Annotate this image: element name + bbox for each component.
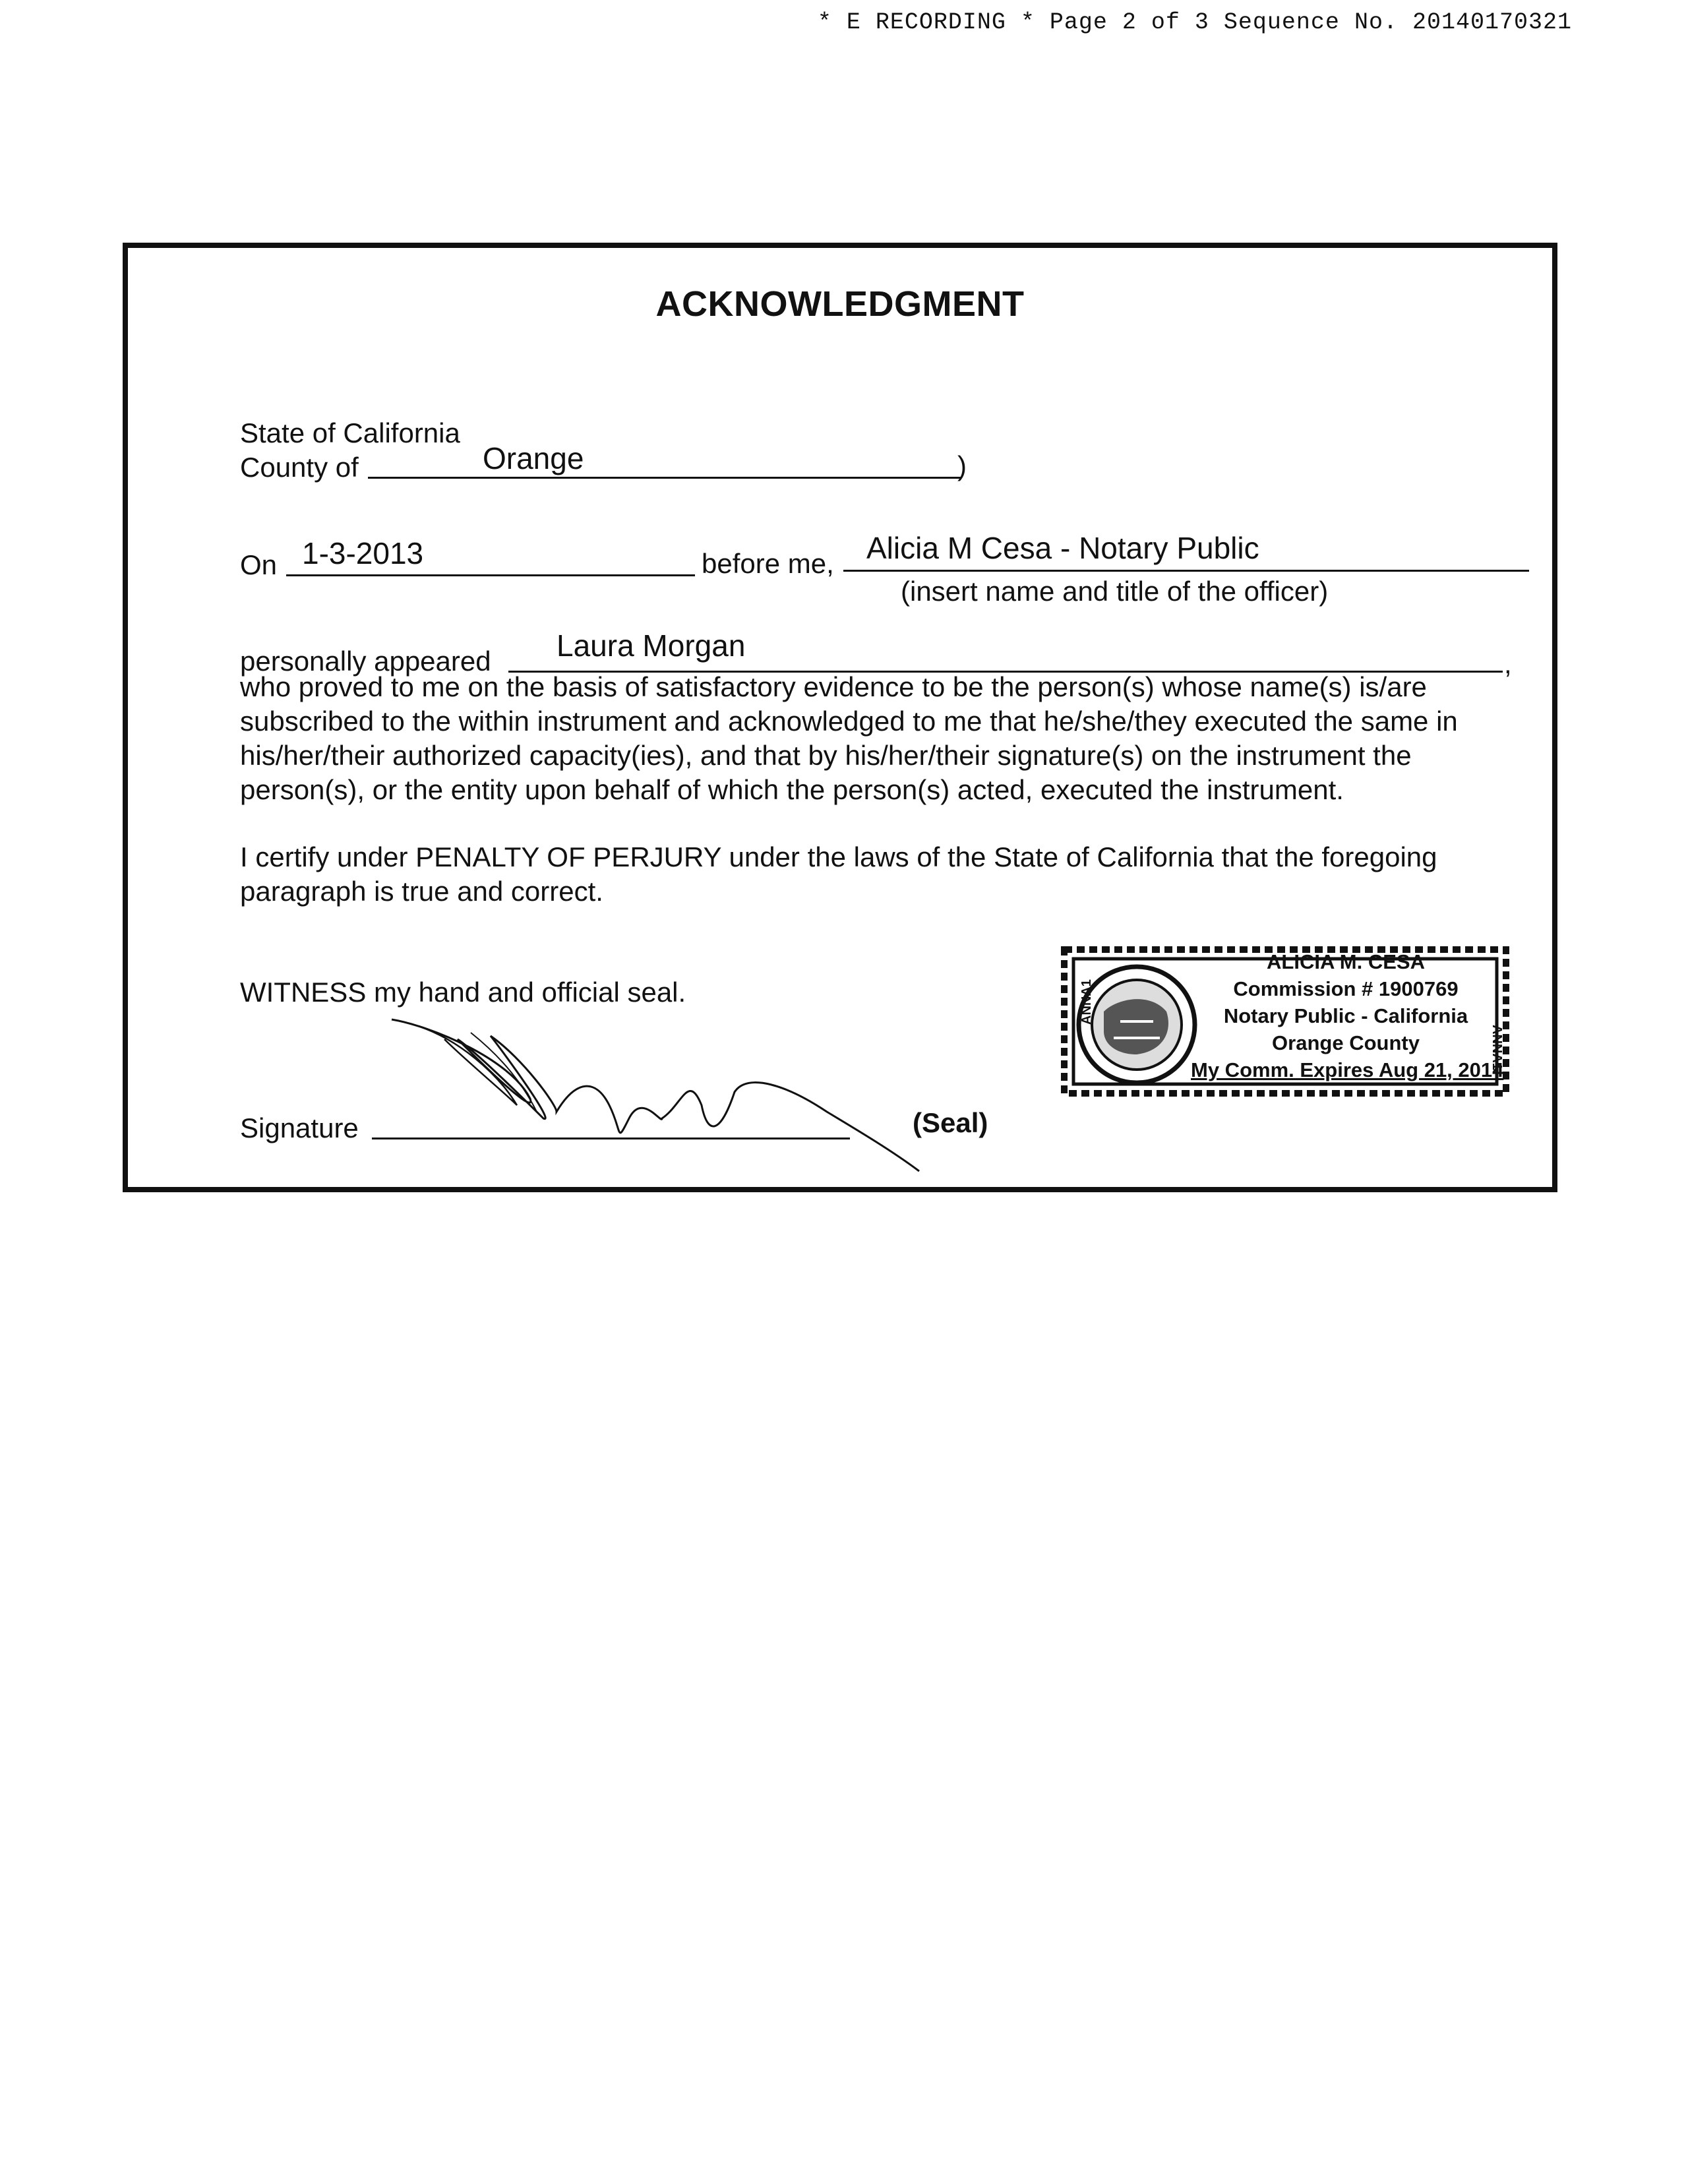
county-close-paren: ) xyxy=(957,450,967,481)
handwritten-signature xyxy=(378,1013,1011,1178)
signature-label: Signature xyxy=(240,1112,359,1143)
appeared-value: Laura Morgan xyxy=(557,628,746,663)
paragraph-line: I certify under PENALTY OF PERJURY under the laws of the State of California that the foregoing xyxy=(240,841,1437,872)
officer-line xyxy=(843,570,1529,572)
county-value: Orange xyxy=(483,441,584,475)
paragraph-line: who proved to me on the basis of satisfactory evidence to be the person(s) whose name(s) is/are xyxy=(240,671,1427,702)
stamp-expires: My Comm. Expires Aug 21, 2014 xyxy=(1191,1058,1504,1081)
form-title: ACKNOWLEDGMENT xyxy=(655,284,1025,324)
paragraph-line: subscribed to the within instrument and acknowledged to me that he/she/they executed the same in xyxy=(240,706,1458,737)
paragraph-line: his/her/their authorized capacity(ies), and that by his/her/their signature(s) on the instrument the xyxy=(240,740,1412,771)
notary-stamp-text xyxy=(1191,948,1504,1083)
before-me-label: before me, xyxy=(702,548,834,579)
date-value: 1-3-2013 xyxy=(302,536,424,570)
recording-header: * E RECORDING * Page 2 of 3 Sequence No. 20140170321 xyxy=(817,9,1572,36)
officer-caption: (insert name and title of the officer) xyxy=(901,576,1329,607)
paragraph-line: person(s), or the entity upon behalf of which the person(s) acted, executed the instrument. xyxy=(240,774,1344,805)
acknowledgment-form xyxy=(123,243,1557,1192)
seal-side-text-left: ANNA1 xyxy=(1079,979,1094,1025)
county-line xyxy=(368,477,961,479)
appeared-comma: , xyxy=(1504,648,1512,679)
county-label: County of xyxy=(240,452,359,483)
appeared-label: personally appeared xyxy=(240,646,491,677)
certify-paragraph xyxy=(240,840,1437,909)
seal-label: (Seal) xyxy=(913,1107,988,1138)
evidence-paragraph xyxy=(240,670,1458,807)
witness-text: WITNESS my hand and official seal. xyxy=(240,977,686,1008)
paragraph-line: paragraph is true and correct. xyxy=(240,876,603,907)
state-label: State of California xyxy=(240,417,460,448)
on-label: On xyxy=(240,549,278,580)
seal-side-text-right: ANNA1 xyxy=(1490,1025,1504,1070)
date-line xyxy=(286,574,695,576)
stamp-county: Orange County xyxy=(1272,1031,1420,1054)
stamp-commission: Commission # 1900769 xyxy=(1233,977,1459,1000)
stamp-name: ALICIA M. CESA xyxy=(1267,950,1425,973)
stamp-title: Notary Public - California xyxy=(1223,1004,1468,1027)
officer-value: Alicia M Cesa - Notary Public xyxy=(866,531,1259,565)
